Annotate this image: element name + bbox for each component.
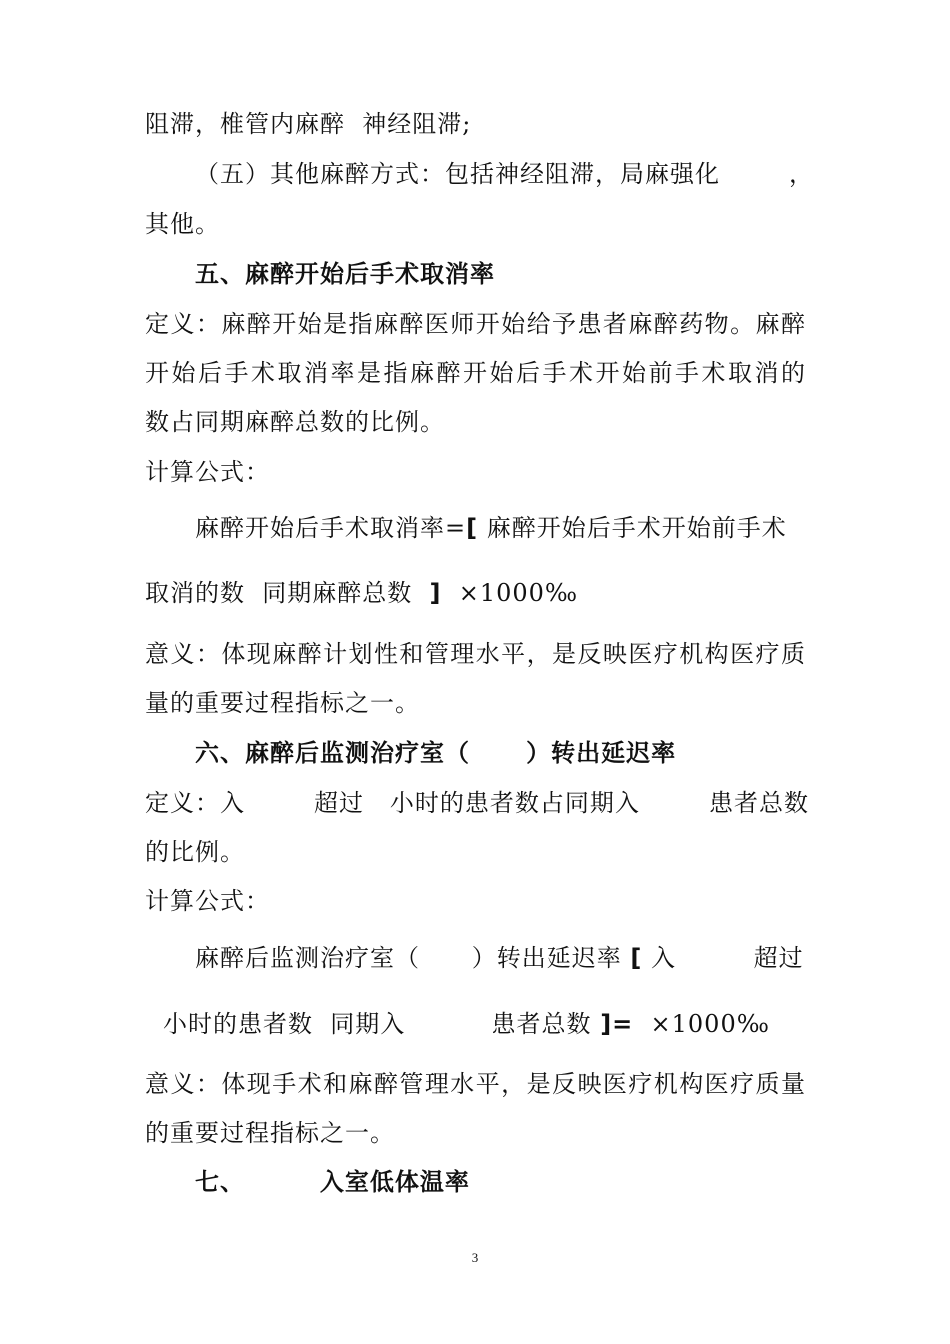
formula-text: 小时的患者数 同期入 患者总数 xyxy=(163,1010,601,1038)
formula-line xyxy=(145,577,578,609)
section-heading: 五、麻醉开始后手术取消率 xyxy=(195,260,495,288)
formula-line xyxy=(195,512,787,544)
formula-text: 麻醉开始后手术取消率= xyxy=(195,514,467,542)
formula-bracket: ]= xyxy=(600,1010,634,1038)
meaning-line: 意义：体现麻醉计划性和管理水平，是反映医疗机构医疗质 xyxy=(145,640,805,668)
paragraph-line: 阻滞，椎管内麻醉 神经阻滞; xyxy=(145,110,472,138)
paragraph-line: 其他。 xyxy=(145,210,220,238)
formula-bracket: ] xyxy=(429,579,442,607)
meaning-line: 的重要过程指标之一。 xyxy=(145,1119,395,1147)
definition-line: 的比例。 xyxy=(145,838,245,866)
formula-line xyxy=(195,942,804,974)
meaning-line: 量的重要过程指标之一。 xyxy=(145,689,420,717)
formula-label: 计算公式： xyxy=(145,458,270,486)
formula-text: ×1000‰ xyxy=(441,579,579,607)
page-number: 3 xyxy=(471,1250,479,1265)
formula-label: 计算公式： xyxy=(145,887,270,915)
formula-text: 麻醉开始后手术开始前手术 xyxy=(478,514,787,542)
definition-line: 定义：麻醉开始是指麻醉医师开始给予患者麻醉药物。麻醉 xyxy=(145,310,805,338)
definition-line: 开始后手术取消率是指麻醉开始后手术开始前手术取消的 xyxy=(145,359,805,387)
formula-text: ×1000‰ xyxy=(633,1010,770,1038)
section-heading: 六、麻醉后监测治疗室（ ）转出延迟率 xyxy=(195,739,677,767)
meaning-line: 意义：体现手术和麻醉管理水平，是反映医疗机构医疗质量 xyxy=(145,1070,805,1098)
formula-text: 麻醉后监测治疗室（ ）转出延迟率 xyxy=(195,944,631,972)
formula-bracket: [ xyxy=(466,514,479,542)
section-heading: 七、 入室低体温率 xyxy=(195,1168,470,1196)
definition-line: 定义：入 超过 小时的患者数占同期入 患者总数 xyxy=(145,789,809,817)
formula-line xyxy=(163,1008,770,1040)
paragraph-line: （五）其他麻醉方式：包括神经阻滞，局麻强化 ， xyxy=(195,160,815,188)
formula-bracket: [ xyxy=(630,944,643,972)
formula-text: 入 超过 xyxy=(642,944,804,972)
formula-text: 取消的数 同期麻醉总数 xyxy=(145,579,430,607)
definition-line: 数占同期麻醉总数的比例。 xyxy=(145,408,445,436)
